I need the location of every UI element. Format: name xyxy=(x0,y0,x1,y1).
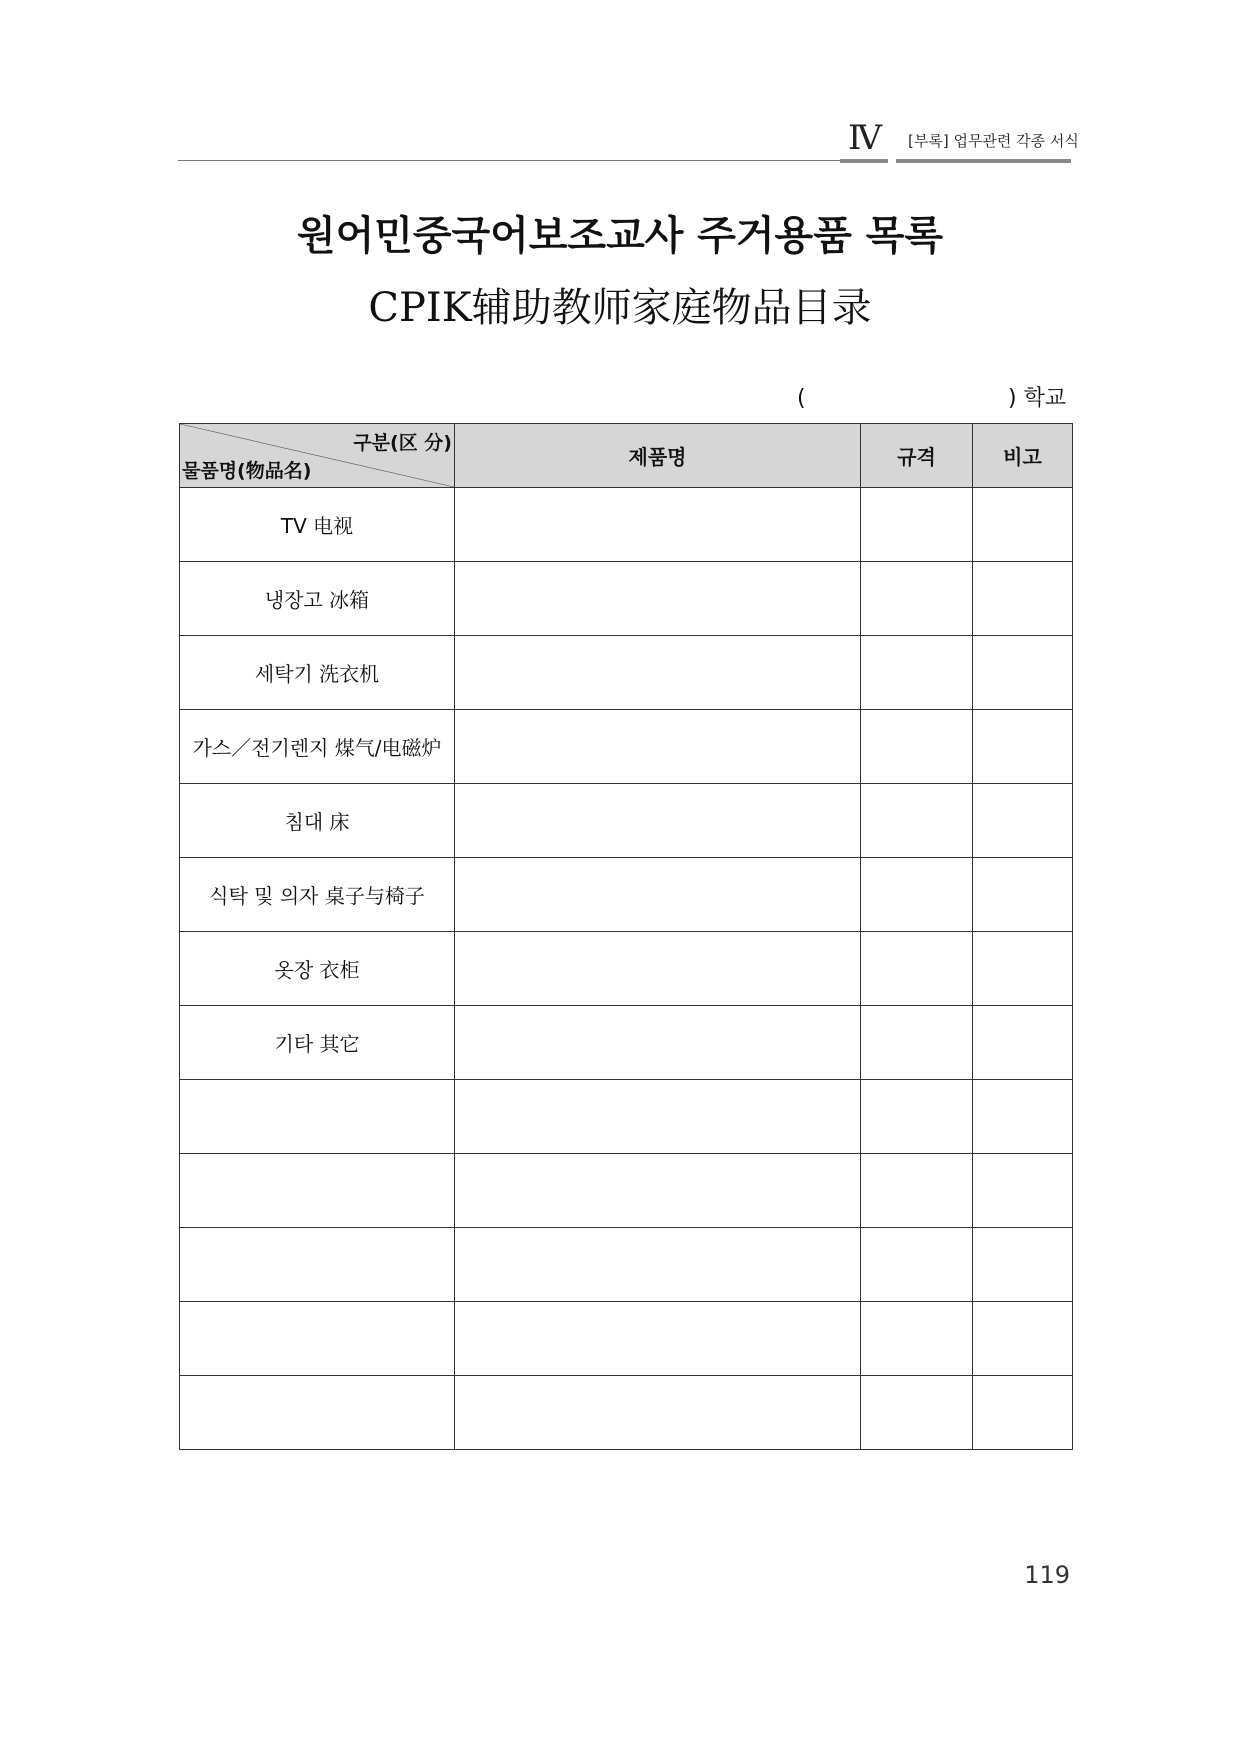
table-body xyxy=(180,488,1073,1450)
item-name-cell: TV 电视 xyxy=(180,488,455,562)
table-row xyxy=(180,1080,1073,1154)
product-name-header: 제품명 xyxy=(455,424,861,488)
remarks-cell xyxy=(973,1228,1073,1302)
product-name-cell xyxy=(455,1228,861,1302)
item-name-cell xyxy=(180,1228,455,1302)
table-row xyxy=(180,858,1073,932)
table-row xyxy=(180,710,1073,784)
product-name-cell xyxy=(455,932,861,1006)
product-name-cell xyxy=(455,636,861,710)
product-name-cell xyxy=(455,1376,861,1450)
remarks-cell xyxy=(973,784,1073,858)
product-name-cell xyxy=(455,488,861,562)
document-title-chinese: CPIK辅助教师家庭物品目录 xyxy=(368,285,872,331)
spec-cell xyxy=(861,858,973,932)
remarks-cell xyxy=(973,1080,1073,1154)
spec-cell xyxy=(861,710,973,784)
spec-cell xyxy=(861,1302,973,1376)
product-name-cell xyxy=(455,1006,861,1080)
chapter-underline xyxy=(840,159,888,163)
product-name-cell xyxy=(455,858,861,932)
school-open-paren: ( xyxy=(797,386,806,411)
item-name-cell: 침대 床 xyxy=(180,784,455,858)
item-name-label: 물품명(物品名) xyxy=(182,460,312,482)
item-name-cell xyxy=(180,1080,455,1154)
remarks-cell xyxy=(973,1376,1073,1450)
remarks-cell xyxy=(973,1154,1073,1228)
header-rule xyxy=(178,160,840,161)
item-name-cell: 가스／전기렌지 煤气/电磁炉 xyxy=(180,710,455,784)
remarks-cell xyxy=(973,488,1073,562)
table-row xyxy=(180,1006,1073,1080)
spec-cell xyxy=(861,784,973,858)
document-title-korean: 원어민중국어보조교사 주거용품 목록 xyxy=(296,212,944,259)
spec-cell xyxy=(861,1080,973,1154)
remarks-cell xyxy=(973,636,1073,710)
remarks-cell xyxy=(973,1302,1073,1376)
item-name-cell: 식탁 및 의자 桌子与椅子 xyxy=(180,858,455,932)
spec-cell xyxy=(861,1006,973,1080)
table-header-row xyxy=(180,424,1073,488)
table-row xyxy=(180,784,1073,858)
table-row xyxy=(180,636,1073,710)
section-underline xyxy=(896,159,1071,163)
table-row xyxy=(180,1154,1073,1228)
item-name-cell: 세탁기 洗衣机 xyxy=(180,636,455,710)
spec-cell xyxy=(861,1154,973,1228)
spec-cell xyxy=(861,932,973,1006)
remarks-cell xyxy=(973,932,1073,1006)
section-title: [부록] 업무관련 각종 서식 xyxy=(908,132,1079,150)
table-row xyxy=(180,1228,1073,1302)
spec-cell xyxy=(861,1376,973,1450)
product-name-cell xyxy=(455,562,861,636)
item-name-cell xyxy=(180,1154,455,1228)
product-name-cell xyxy=(455,1302,861,1376)
table-row xyxy=(180,1376,1073,1450)
table-row xyxy=(180,1302,1073,1376)
item-name-cell xyxy=(180,1302,455,1376)
table-row xyxy=(180,562,1073,636)
remarks-cell xyxy=(973,562,1073,636)
item-name-cell: 냉장고 冰箱 xyxy=(180,562,455,636)
school-label: ) 학교 xyxy=(1008,386,1067,411)
product-name-cell xyxy=(455,1080,861,1154)
item-name-cell: 옷장 衣柜 xyxy=(180,932,455,1006)
page-number: 119 xyxy=(1024,1561,1070,1589)
table-row xyxy=(180,488,1073,562)
remarks-cell xyxy=(973,858,1073,932)
household-items-table xyxy=(179,423,1073,1450)
spec-cell xyxy=(861,636,973,710)
product-name-cell xyxy=(455,1154,861,1228)
remarks-header: 비고 xyxy=(973,424,1073,488)
remarks-cell xyxy=(973,710,1073,784)
item-name-cell: 기타 其它 xyxy=(180,1006,455,1080)
remarks-cell xyxy=(973,1006,1073,1080)
product-name-cell xyxy=(455,710,861,784)
item-name-cell xyxy=(180,1376,455,1450)
category-label: 구분(区 分) xyxy=(353,432,452,454)
diagonal-header-cell xyxy=(180,424,455,488)
table-row xyxy=(180,932,1073,1006)
spec-cell xyxy=(861,1228,973,1302)
spec-header: 규격 xyxy=(861,424,973,488)
product-name-cell xyxy=(455,784,861,858)
chapter-number: Ⅳ xyxy=(848,118,882,158)
spec-cell xyxy=(861,562,973,636)
spec-cell xyxy=(861,488,973,562)
